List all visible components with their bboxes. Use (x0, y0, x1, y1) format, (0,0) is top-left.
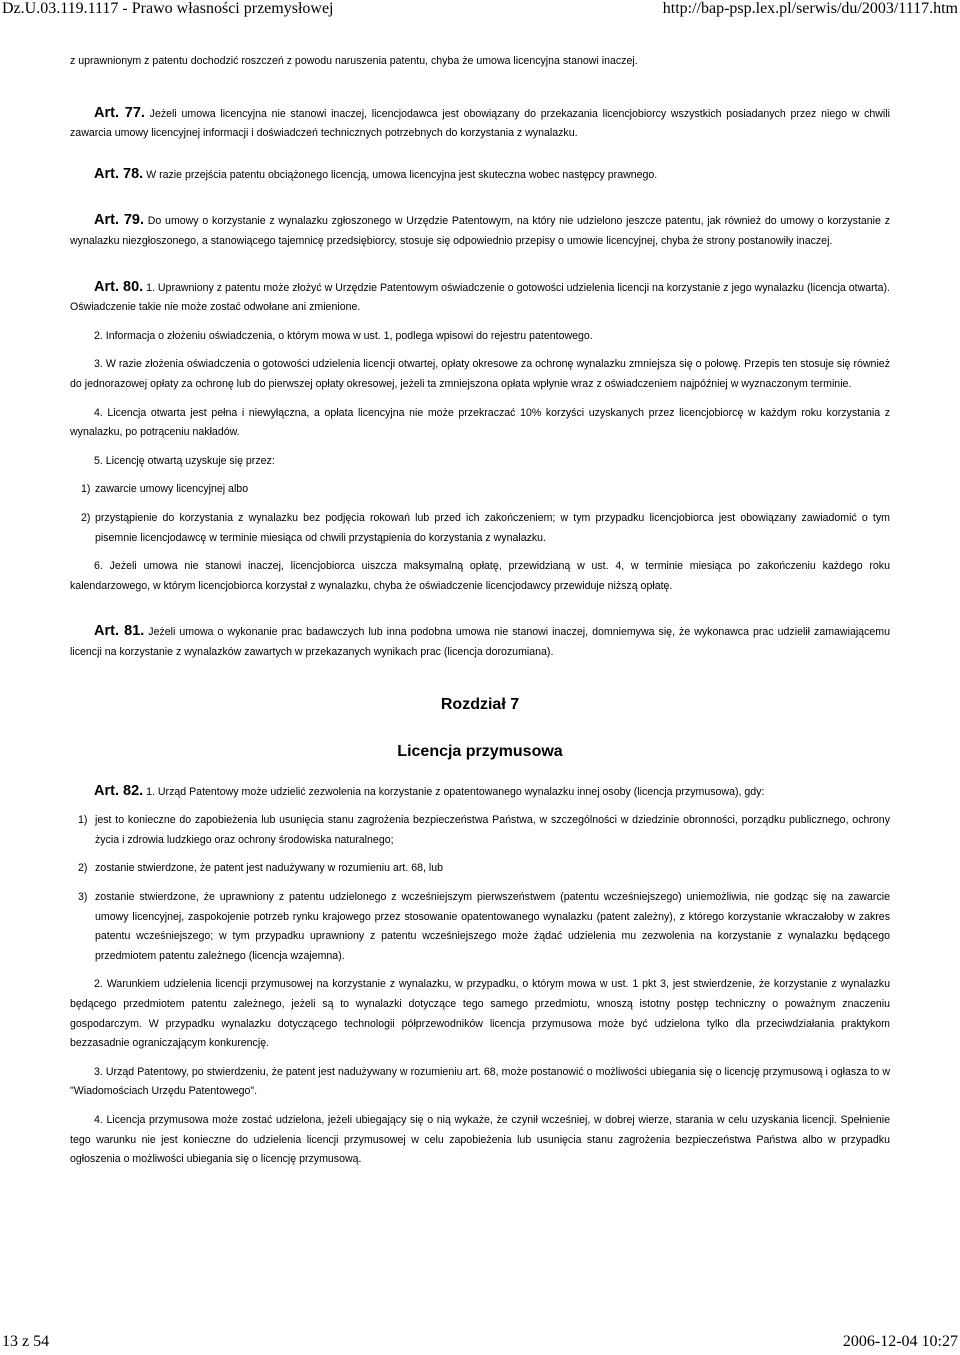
header-document-title: Dz.U.03.119.1117 - Prawo własności przemysłowej (2, 0, 334, 17)
article-79-label: Art. 79. (94, 212, 144, 229)
article-82-par-3: 3. Urząd Patentowy, po stwierdzeniu, że patent jest nadużywany w rozumieniu art. 68, może postanowić o możliwości ubiegania się o licencję przymusową i ogłasza to w "Wiadomościach Urzędu Patentowego". (70, 1065, 890, 1098)
article-80-label: Art. 80. (94, 278, 144, 295)
article-79-text: Do umowy o korzystanie z wynalazku zgłoszonego w Urzędzie Patentowym, na który nie udzielono jeszcze patentu, jak również do umowy o korzystanie z wynalazku niezgłoszonego, a stanowiącego tajemnicę przedsiębiorcy, stosuje się odpowiednio przepisy o umowie licencyjnej, chyba że strony postanowiły inaczej. (70, 215, 890, 247)
header-url: http://bap-psp.lex.pl/serwis/du/2003/1117.htm (662, 0, 958, 17)
article-81 (70, 622, 890, 662)
article-80-par-1: 1. Uprawniony z patentu może złożyć w Urzędzie Patentowym oświadczenie o gotowości udzielenia licencji na korzystanie z jego wynalazku (licencja otwarta). Oświadczenie takie nie może zostać odwołane ani zmienione. (70, 281, 890, 314)
list-item-number: 2) (81, 511, 91, 524)
list-item (70, 480, 890, 500)
article-82-par-2: 2. Warunkiem udzielenia licencji przymusowej na korzystanie z wynalazku, w przypadku, o którym mowa w ust. 1 pkt 3, jest stwierdzenie, że korzystanie z wynalazku będącego przedmiotem patentu zależnego, jeżeli są to wynalazki dotyczące tego samego przedmiotu, wnoszą istotny postęp techniczny o poważnym znaczeniu gospodarczym. W przypadku wynalazku dotyczącego technologii półprzewodników licencja przymusowa może być udzielona tylko dla przeciwdziałania praktykom bezzasadnie ograniczającym konkurencję. (70, 978, 890, 1050)
article-82-par-4: 4. Licencja przymusowa może zostać udzielona, jeżeli ubiegający się o nią wykaże, że czynił wcześniej, w dobrej wierze, starania w celu uzyskania licencji. Spełnienie tego warunku nie jest konieczne do udzielenia licencji przymusowej w celu zapobieżenia lub usunięcia stanu zagrożenia bezpieczeństwa Państwa albo w przypadku ogłoszenia o możliwości ubiegania się o licencję przymusową. (70, 1113, 890, 1166)
article-78-label: Art. 78. (94, 165, 144, 182)
article-80-par-2: 2. Informacja o złożeniu oświadczenia, o którym mowa w ust. 1, podlega wpisowi do rejestru patentowego. (94, 329, 593, 342)
list-item (70, 811, 890, 850)
list-item (70, 859, 890, 879)
footer-page-number: 13 z 54 (2, 1333, 50, 1350)
list-item-text: przystąpienie do korzystania z wynalazku bez podjęcia rokowań lub przed ich zakończeniem; w tym przypadku licencjobiorca jest obowiązany zawiadomić o tym pisemnie licencjodawcę w terminie miesiąca od chwili przystąpienia do korzystania z wynalazku. (95, 511, 890, 544)
list-item-text: jest to konieczne do zapobieżenia lub usunięcia stanu zagrożenia bezpieczeństwa Państwa, w szczególności w dziedzinie obronności, porządku publicznego, ochrony życia i zdrowia ludzkiego oraz ochrony środowiska naturalnego; (95, 814, 890, 846)
list-item-text: zostanie stwierdzone, że patent jest nadużywany w rozumieniu art. 68, lub (95, 862, 444, 875)
list-item (70, 509, 890, 548)
list-item-text: zostanie stwierdzone, że uprawniony z patentu udzielonego z wcześniejszym pierwszeństwem (patentu wcześniejszego) uniemożliwia, nie godząc się na zawarcie umowy licencyjnej, zaspokojenie potrzeb rynku krajowego przez stosowanie opatentowanego wynalazku (patent zależny), z którego korzystanie wkraczałoby w zakres patentu wcześniejszego; w tym przypadku uprawniony z patentu wcześniejszego może żądać udzielenia mu zezwolenia na korzystanie z wynalazku będącego przedmiotem patentu zależnego (licencja wzajemna). (95, 891, 890, 962)
article-80-par-4: 4. Licencja otwarta jest pełna i niewyłączna, a opłata licencyjna nie może przekraczać 10% korzyści uzyskanych przez licencjobiorcę w każdym roku korzystania z wynalazku, po potrąceniu nakładów. (70, 406, 890, 439)
article-77 (70, 104, 890, 144)
article-82-label: Art. 82. (94, 782, 144, 799)
list-item-number: 2) (78, 862, 88, 875)
article-81-label: Art. 81. (94, 623, 145, 640)
chapter-number: Rozdział 7 (440, 696, 520, 714)
list-item (70, 888, 890, 966)
footer-timestamp: 2006-12-04 10:27 (842, 1333, 958, 1350)
article-80-par-3: 3. W razie złożenia oświadczenia o gotowości udzielenia licencji otwartej, opłaty okresowe za ochronę wynalazku zmniejsza się o połowę. Przepis ten stosuje się również do jednorazowej opłaty za ochronę lub do pierwszej opłaty okresowej, jeżeli ta zmniejszona opłata wpłynie wraz z oświadczeniem najpóźniej w wyznaczonym terminie. (70, 358, 890, 390)
intro-paragraph: z uprawnionym z patentu dochodzić roszczeń z powodu naruszenia patentu, chyba że umowa licencyjna stanowi inaczej. (70, 55, 638, 67)
article-79 (70, 211, 890, 251)
list-item-text: zawarcie umowy licencyjnej albo (95, 483, 249, 496)
article-78 (70, 165, 890, 186)
article-80 (70, 278, 890, 318)
article-77-label: Art. 77. (94, 104, 145, 121)
article-80-par-5: 5. Licencję otwartą uzyskuje się przez: (94, 454, 275, 467)
article-81-text: Jeżeli umowa o wykonanie prac badawczych lub inna podobna umowa nie stanowi inaczej, domniemywa się, że wykonawca prac udzielił zamawiającemu licencji na korzystanie z wynalazków zawartych w przekazanych wynikach prac (licencja dorozumiana). (70, 626, 890, 658)
list-item-number: 3) (78, 891, 88, 904)
article-78-text: W razie przejścia patentu obciążonego licencją, umowa licencyjna jest skuteczna wobec następcy prawnego. (146, 168, 658, 181)
list-item-number: 1) (81, 483, 91, 496)
list-item-number: 1) (78, 814, 88, 827)
article-82-par-1: 1. Urząd Patentowy może udzielić zezwolenia na korzystanie z opatentowanego wynalazku innej osoby (licencja przymusowa), gdy: (146, 785, 765, 798)
article-80-par-6: 6. Jeżeli umowa nie stanowi inaczej, licencjobiorca uiszcza maksymalną opłatę, przewidzianą w ust. 4, w terminie miesiąca po zakończeniu każdego roku kalendarzowego, w którym licencjobiorca korzystał z wynalazku, chyba że oświadczenie licencjodawcy przewiduje niższą opłatę. (70, 560, 890, 592)
document-body (70, 52, 890, 1170)
page-footer (0, 1333, 960, 1355)
chapter-title: Licencja przymusowa (397, 743, 563, 761)
article-82 (70, 782, 890, 803)
article-77-text: Jeżeli umowa licencyjna nie stanowi inaczej, licencjodawca jest obowiązany do przekazania licencjobiorcy wszystkich posiadanych przez niego w chwili zawarcia umowy licencyjnej informacji i doświadczeń technicznych potrzebnych do korzystania z wynalazku. (70, 107, 890, 140)
page-header (0, 0, 960, 22)
